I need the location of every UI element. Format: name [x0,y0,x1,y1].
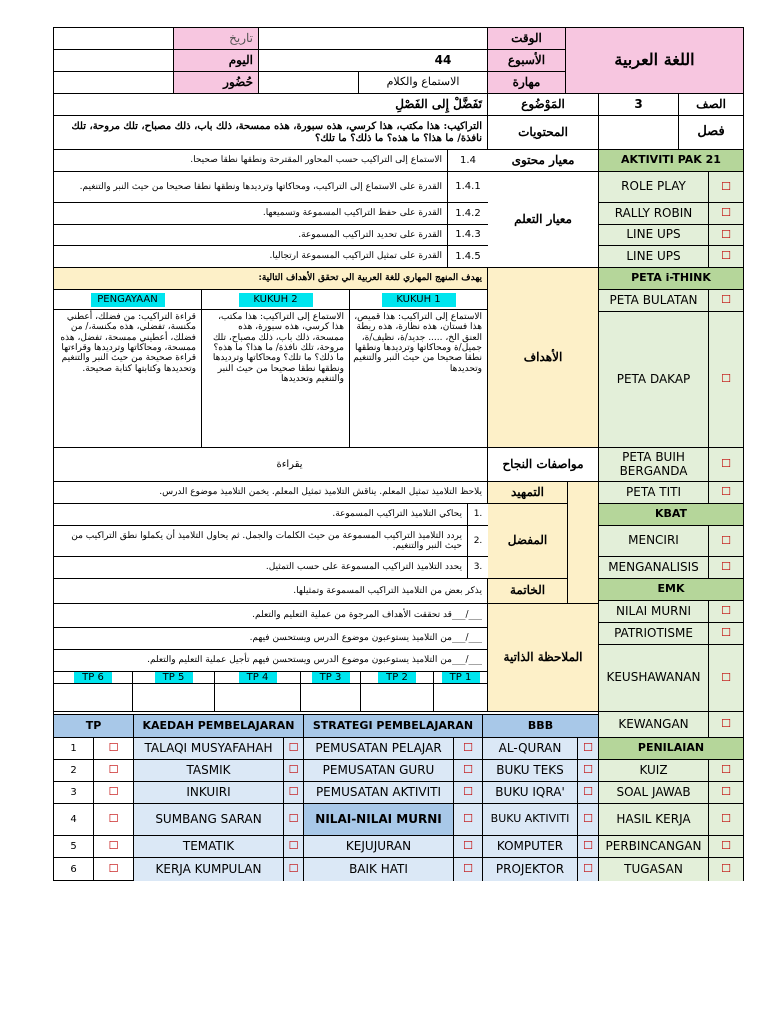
kaedah-column-header: KAEDAH PEMBELAJARAN [134,715,304,738]
tp-5-field[interactable] [133,684,215,712]
strategi-item: KEJUJURAN [304,836,454,858]
section-label: فصل [679,116,744,150]
tp-label: TP 6 [74,672,112,684]
emk-checkbox[interactable]: ☐ [709,601,744,623]
kaedah-checkbox[interactable]: ☐ [284,836,304,858]
penilaian-checkbox[interactable]: ☐ [709,804,744,836]
kukuh2-header [202,290,350,310]
kaedah-item: TASMIK [134,760,284,782]
penilaian-header: PENILAIAN [599,738,744,760]
bbb-item: KOMPUTER [483,836,578,858]
tp-box-header [133,672,215,684]
strategi-item: NILAI-NILAI MURNI [304,804,454,836]
aktiviti-item: RALLY ROBIN [599,203,709,225]
tp-4-field[interactable] [215,684,301,712]
strategi-item: PEMUSATAN PELAJAR [304,738,454,760]
tp-box-header [54,672,133,684]
bbb-item: AL-QURAN [483,738,578,760]
peta-checkbox[interactable]: ☐ [709,482,744,504]
day-field[interactable] [54,50,174,72]
kaedah-item: INKUIRI [134,782,284,804]
peta-item: PETA TITI [599,482,709,504]
kbat-item: MENGANALISIS [599,557,709,579]
class-label: الصف [679,94,744,116]
bbb-item: BUKU AKTIVITI [483,804,578,836]
intro-text: يلاحظ التلاميذ تمثيل المعلم. يناقش التلاميذ تمثيل المعلم. يخمن التلاميذ موضوع الدرس. [54,482,488,504]
peta-header: PETA i-THINK [599,268,744,290]
kaedah-checkbox[interactable]: ☐ [284,858,304,881]
peta-item: PETA DAKAP [599,312,709,448]
emk-item: PATRIOTISME [599,623,709,645]
success-criteria-label: مواصفات النجاح [488,448,599,482]
tp-box-header [215,672,301,684]
strategi-item: BAIK HATI [304,858,454,881]
emk-header: EMK [599,579,744,601]
main-step-text: يحاكي التلاميذ التراكيب المسموعة. [54,504,468,526]
topic-label: المَوْضُوع [488,94,599,116]
aktiviti-checkbox[interactable]: ☐ [709,172,744,203]
tp-box-header [361,672,434,684]
tp-label: TP 2 [378,672,416,684]
bbb-column-header: BBB [483,715,599,738]
reflection-line: ___/___من التلاميذ يستوعبون موضوع الدرس ويستحسن فيهم تأجيل عملية التعليم والتعلم. [54,650,488,672]
skill-label: مهارة [488,72,566,94]
kbat-item: MENCIRI [599,526,709,557]
emk-checkbox[interactable]: ☐ [709,623,744,645]
bbb-checkbox[interactable]: ☐ [578,760,599,782]
pengayaan-header [54,290,202,310]
kaedah-checkbox[interactable]: ☐ [284,804,304,836]
main-step-text: يردد التلاميذ التراكيب المسموعة من حيث الكلمات والجمل. ثم يحاول التلاميذ أن يكملوا نطق التراكيب من حيث النبر والتنغيم. [54,526,468,557]
topic-value: تَفَضَّلْ إِلى الفَصْلِ [54,94,488,116]
week-value: 44 [434,52,452,67]
kukuh1-label: KUKUH 1 [382,293,456,307]
aktiviti-header: AKTIVITI PAK 21 [599,150,744,172]
main-step-label: المفضل [488,504,568,579]
strategi-checkbox[interactable]: ☐ [454,782,483,804]
penilaian-item: SOAL JAWAB [599,782,709,804]
penilaian-checkbox[interactable]: ☐ [709,858,744,881]
strategi-checkbox[interactable]: ☐ [454,836,483,858]
tp-checkbox[interactable]: ☐ [94,836,134,858]
main-step-num: 1. [468,504,488,526]
kbat-header: KBAT [599,504,744,526]
kbat-checkbox[interactable]: ☐ [709,526,744,557]
kaedah-item: KERJA KUMPULAN [134,858,284,881]
learning-standard-text: القدرة على حفظ التراكيب المسموعة وتسميعها. [54,203,448,225]
tp-2-field[interactable] [361,684,434,712]
kukuh1-text: الاستماع إلى التراكيب: هذا قميص، هذا فستان، هذه نظارة، هذه ربطة العنق الخ، ..... جديد/ة، نظيف/ة، جميل/ة ومحاكاتها وترديدها ونطقها نطقا صحيحا من حيث النبر والتنغيم وتحديدها [350,310,488,448]
penilaian-item: PERBINCANGAN [599,836,709,858]
penilaian-item: TUGASAN [599,858,709,881]
tp-checkbox[interactable]: ☐ [94,804,134,836]
class-value: 3 [599,94,679,116]
learning-standard-code: 1.4.5 [448,246,488,268]
strategi-checkbox[interactable]: ☐ [454,760,483,782]
aktiviti-checkbox[interactable]: ☐ [709,203,744,225]
tp-checkbox[interactable]: ☐ [94,760,134,782]
tp-1-field[interactable] [434,684,488,712]
tp-number: 5 [54,836,94,858]
aktiviti-item: ROLE PLAY [599,172,709,203]
aktiviti-checkbox[interactable]: ☐ [709,225,744,246]
kbat-checkbox[interactable]: ☐ [709,557,744,579]
tp-3-field[interactable] [301,684,361,712]
emk-item: NILAI MURNI [599,601,709,623]
peta-item: PETA BUIH BERGANDA [599,448,709,482]
pengayaan-label: PENGAYAAN [91,293,165,307]
tp-checkbox[interactable]: ☐ [94,858,134,881]
kukuh2-label: KUKUH 2 [239,293,313,307]
peta-checkbox[interactable]: ☐ [709,312,744,448]
tp-column-header: TP [54,715,134,738]
reflection-line: ___/___قد تحققت الأهداف المرجوة من عملية التعليم والتعلم. [54,604,488,628]
learning-standard-text: القدرة على الاستماع إلى التراكيب، ومحاكاتها وترديدها ونطقها نطقا صحيحا من حيث النبر والتنغيم. [54,172,448,203]
attendance-label: حُضُور [174,72,259,94]
learning-standard-code: 1.4.3 [448,225,488,246]
emk-item: KEWANGAN [599,712,709,738]
skill-extra-field[interactable] [259,72,359,94]
reflection-line: ___/___من التلاميذ يستوعبون موضوع الدرس ويستحسن فيهم. [54,628,488,650]
peta-item: PETA BULATAN [599,290,709,312]
tp-number: 2 [54,760,94,782]
learning-standard-label: معيار التعلم [488,172,599,268]
bbb-checkbox[interactable]: ☐ [578,782,599,804]
time-field[interactable] [259,28,488,50]
tp-number: 1 [54,738,94,760]
closing-text: يذكر بعض من التلاميذ التراكيب المسموعة وتمثيلها. [54,579,488,604]
day-label: اليوم [174,50,259,72]
objectives-label: الأهداف [488,268,599,448]
peta-checkbox[interactable]: ☐ [709,448,744,482]
penilaian-checkbox[interactable]: ☐ [709,782,744,804]
tp-label: TP 3 [312,672,350,684]
kaedah-checkbox[interactable]: ☐ [284,782,304,804]
main-step-num: 3. [468,557,488,579]
tp-6-field[interactable] [54,684,133,712]
aktiviti-item: LINE UPS [599,246,709,268]
section-field[interactable] [599,116,679,150]
tp-label: TP 1 [442,672,480,684]
strategi-checkbox[interactable]: ☐ [454,804,483,836]
learning-standard-code: 1.4.1 [448,172,488,203]
main-step-text: يحدد التلاميذ التراكيب المسموعة على حسب التمثيل. [54,557,468,579]
intro-label: التمهيد [488,482,568,504]
tp-label: TP 4 [239,672,277,684]
aktiviti-item: LINE UPS [599,225,709,246]
week-label: الأسبوع [488,50,566,72]
penilaian-checkbox[interactable]: ☐ [709,760,744,782]
learning-standard-text: القدرة على تحديد التراكيب المسموعة. [54,225,448,246]
steps-spacer [568,482,599,604]
tp-number: 6 [54,858,94,881]
bbb-item: BUKU IQRA' [483,782,578,804]
bbb-checkbox[interactable]: ☐ [578,836,599,858]
bbb-checkbox[interactable]: ☐ [578,738,599,760]
pengayaan-text: قراءة التراكيب: من فضلك، أعطني مكنسة، تفضلي، هذه مكنسة،/ من فضلك، أعطيني ممسحة، تفضل، هذه ممسحة، ومحاكاتها وترديدها وقراءتها قراءة صحيحة من حيث النبر والتنغيم وتحديدها وكتابتها كتابة صحيحة. [54,310,202,448]
bbb-item: PROJEKTOR [483,858,578,881]
content-standard-code: 1.4 [448,150,488,172]
tp-checkbox[interactable]: ☐ [94,782,134,804]
kaedah-item: TEMATIK [134,836,284,858]
kaedah-checkbox[interactable]: ☐ [284,760,304,782]
emk-checkbox[interactable]: ☐ [709,645,744,712]
tp-number: 4 [54,804,94,836]
learning-standard-text: القدرة على تمثيل التراكيب المسموعة ارتجاليا. [54,246,448,268]
aktiviti-checkbox[interactable]: ☐ [709,246,744,268]
peta-checkbox[interactable]: ☐ [709,290,744,312]
main-step-num: 2. [468,526,488,557]
strategi-item: PEMUSATAN AKTIVITI [304,782,454,804]
closing-label: الخاتمة [488,579,568,604]
kaedah-checkbox[interactable]: ☐ [284,738,304,760]
tp-number: 3 [54,782,94,804]
success-criteria-text: يقراءة [54,448,488,482]
week-field[interactable] [259,50,488,72]
subject-title: اللغة العربية [566,28,744,94]
kaedah-item: SUMBANG SARAN [134,804,284,836]
strategi-checkbox[interactable]: ☐ [454,858,483,881]
content-value: التراكيب: هذا مكتب، هذا كرسي، هذه سبورة، هذه ممسحة، ذلك باب، ذلك مصباح، تلك مروحة، تلك نافذة/ ما هذا؟ ما هذه؟ ما ذلك؟ ما تلك؟ [54,116,488,150]
bbb-checkbox[interactable]: ☐ [578,804,599,836]
emk-checkbox[interactable]: ☐ [709,712,744,738]
strategi-column-header: STRATEGI PEMBELAJARAN [304,715,483,738]
bbb-checkbox[interactable]: ☐ [578,858,599,881]
kukuh1-header [350,290,488,310]
date-label: تاريخ [174,28,259,50]
tp-checkbox[interactable]: ☐ [94,738,134,760]
strategi-item: PEMUSATAN GURU [304,760,454,782]
penilaian-item: KUIZ [599,760,709,782]
lesson-plan-sheet [53,27,744,881]
tp-box-header [434,672,488,684]
learning-standard-code: 1.4.2 [448,203,488,225]
date-field[interactable] [54,28,174,50]
strategi-checkbox[interactable]: ☐ [454,738,483,760]
penilaian-item: HASIL KERJA [599,804,709,836]
reflection-label: الملاحظة الذاتية [488,604,599,712]
skill-value: الاستماع والكلام [359,72,488,94]
penilaian-checkbox[interactable]: ☐ [709,836,744,858]
tp-label: TP 5 [155,672,193,684]
tp-box-header [301,672,361,684]
attendance-field[interactable] [54,72,174,94]
content-label: المحتويات [488,116,599,150]
emk-item: KEUSHAWANAN [599,645,709,712]
content-standard-text: الاستماع إلى التراكيب حسب المحاور المقترحة ونطقها نطقا صحيحا. [54,150,448,172]
objectives-intro: يهدف المنهج المهاري للغة العربية الي تحقق الأهداف التالية: [54,268,488,290]
kaedah-item: TALAQI MUSYAFAHAH [134,738,284,760]
content-standard-label: معيار محتوى [488,150,599,172]
time-label: الوقت [488,28,566,50]
kukuh2-text: الاستماع إلى التراكيب: هذا مكتب، هذا كرسي، هذه سبورة، هذه ممسحة، ذلك باب، ذلك مصباح، تلك مروحة، تلك نافذة/ ما هذا؟ ما هذه؟ ما ذلك؟ ما تلك؟ ومحاكاتها وترديدها ونطقها نطقا صحيحا من حيث النبر والتنغيم وتحديدها [202,310,350,448]
bbb-item: BUKU TEKS [483,760,578,782]
